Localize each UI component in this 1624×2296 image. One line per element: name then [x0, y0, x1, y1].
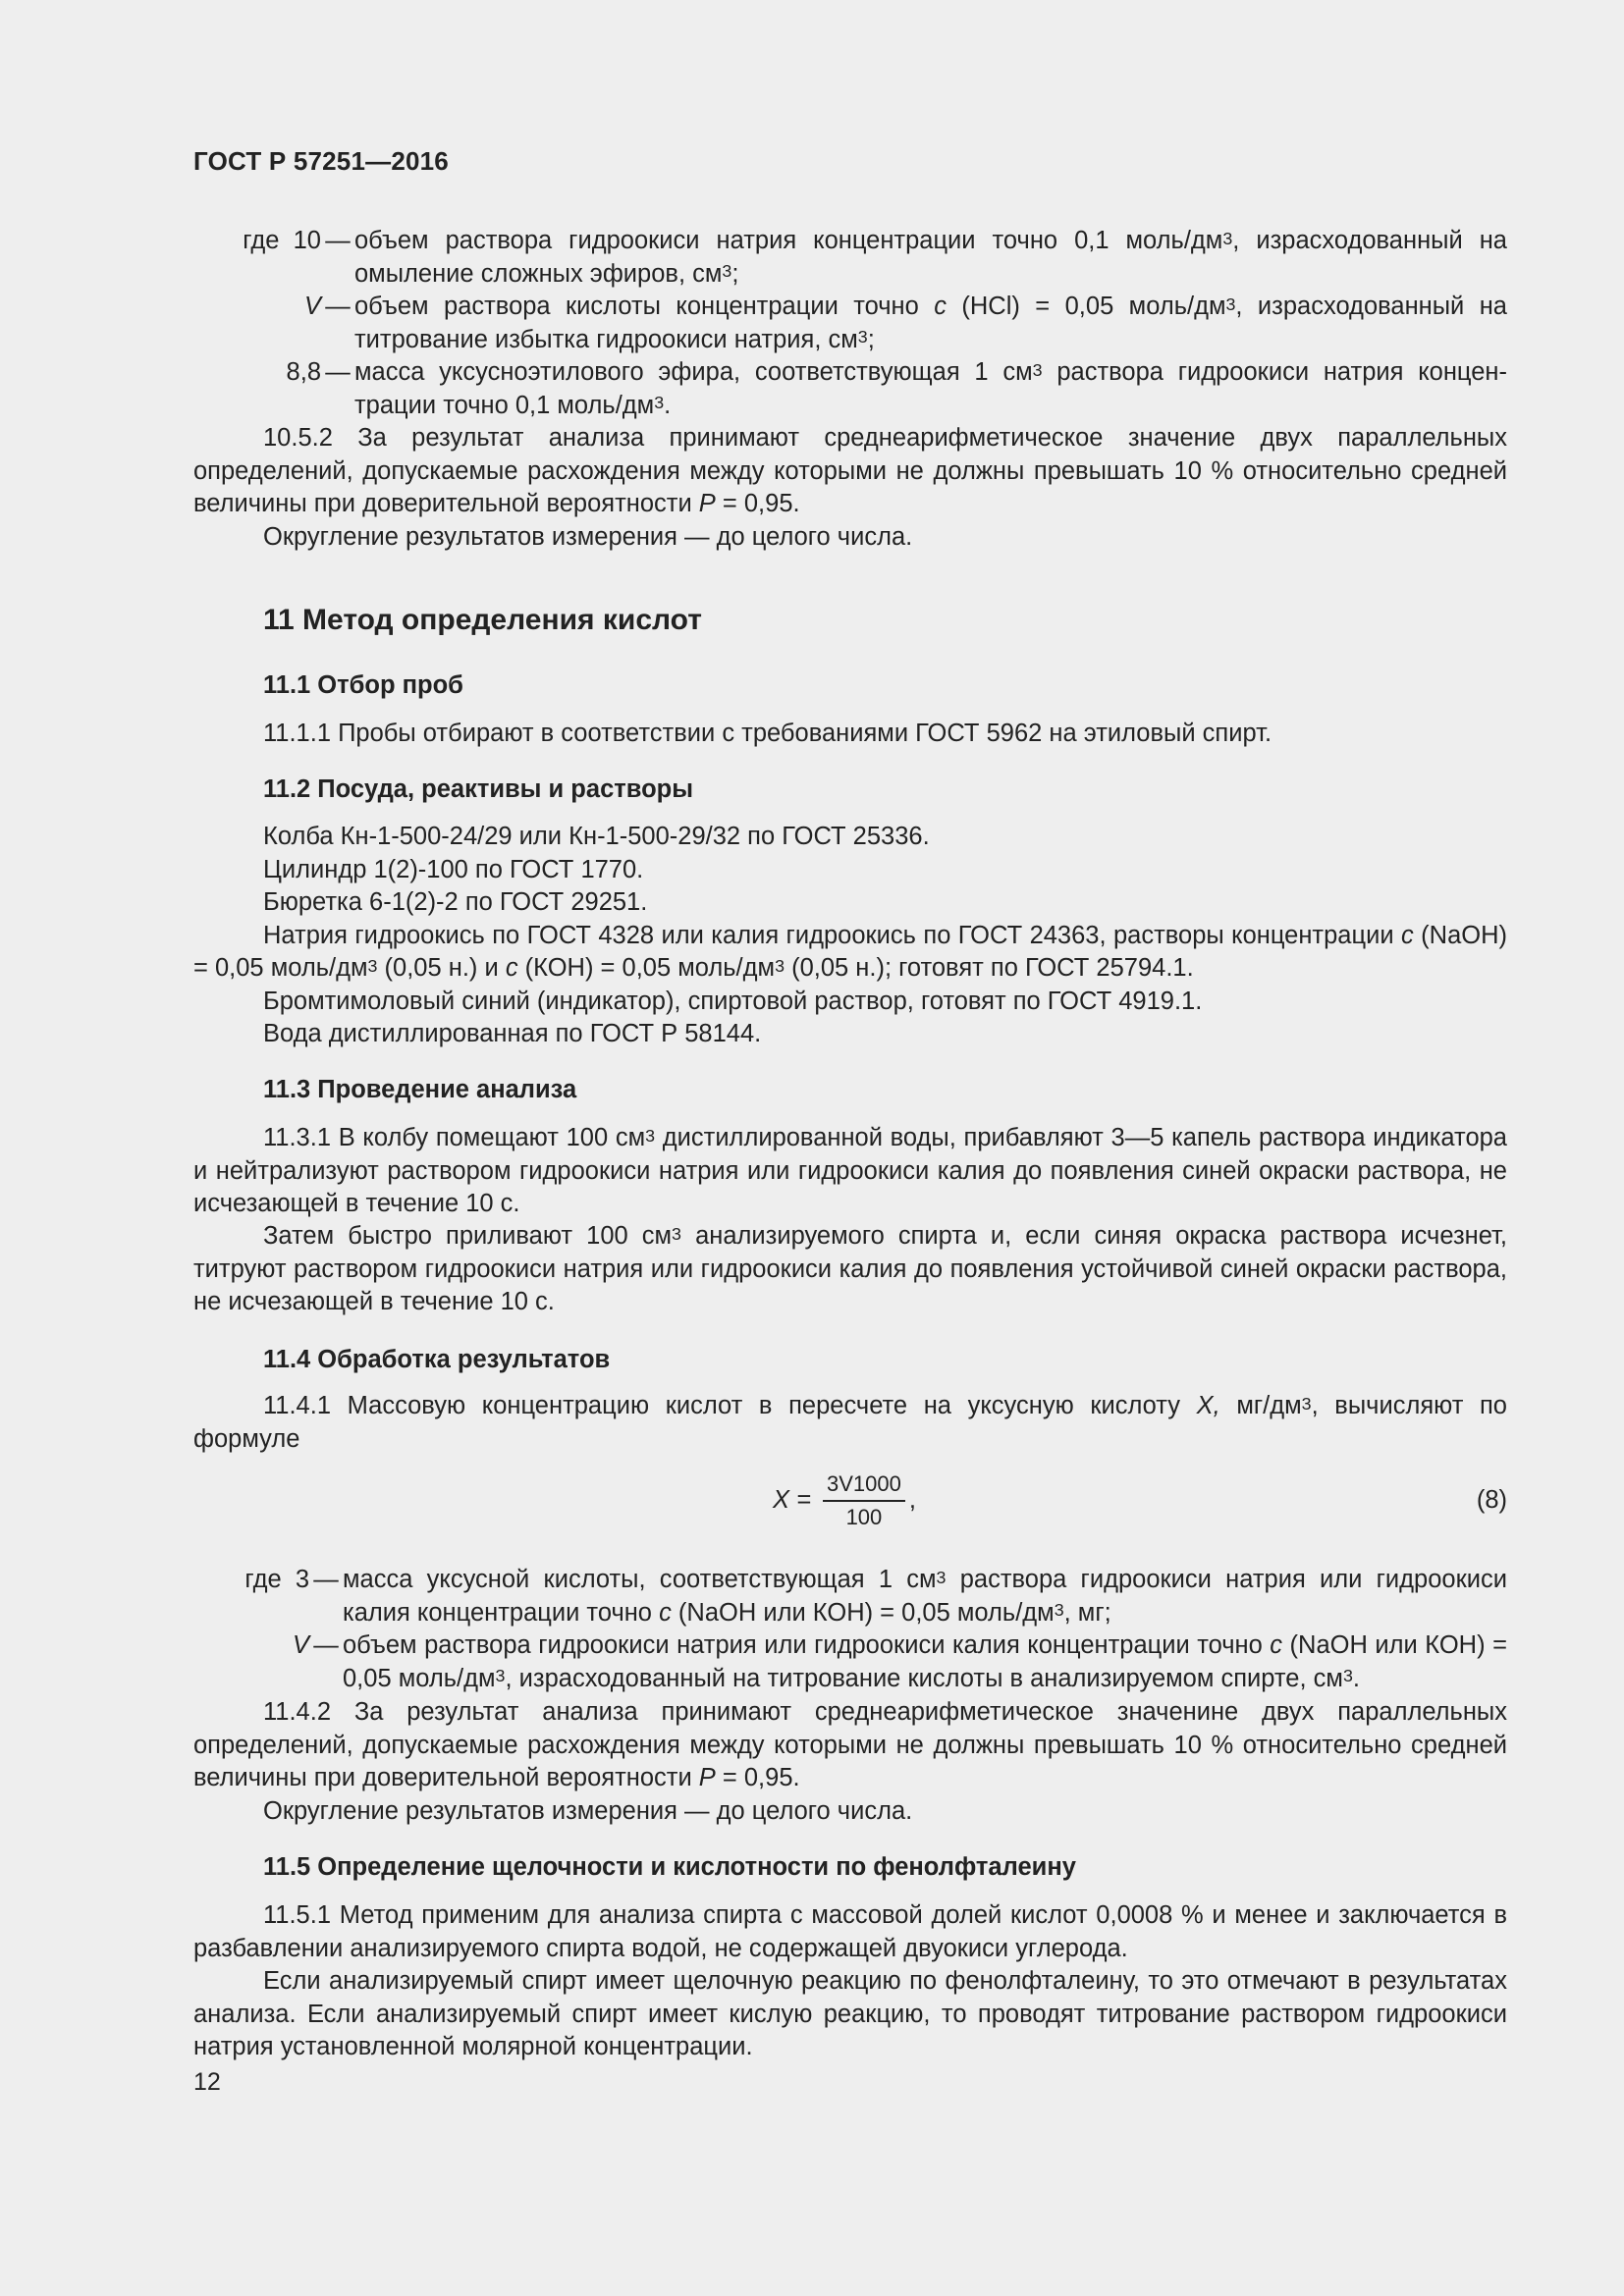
formula-fraction: [823, 1470, 905, 1531]
where-definition: масса уксусноэтилового эфира, соответствующая 1 $см^3$ раствора гидроокиси натрия концентрации точно 0,1 моль/$дм^3$.: [354, 358, 1507, 419]
list-item: Вода дистиллированная по ГОСТ Р 58144.: [263, 1020, 762, 1047]
where-symbol: 3: [295, 1566, 309, 1593]
page-number: 12: [193, 2068, 221, 2096]
where-symbol: V: [303, 293, 321, 320]
paragraph-11-4-1: 11.4.1 Массовую концентрацию кислот в пересчете на уксусную кислоту X, $мг/дм^3$, вычисляют по формуле: [193, 1392, 1507, 1453]
where-block-1: [193, 225, 1507, 422]
where-definition: объем раствора гидроокиси натрия или гидроокиси калия концентрации точно c (NaOH или КОН) = 0,05 моль/$дм^3$, израсходованный на титрование кислоты в анализируемом спирте, $см^3$.: [343, 1631, 1507, 1692]
where-item: V — объем раствора кислоты концентрации точно c (HCl) = 0,05 моль/$дм^3$, израсходованный на титрование избытка гидроокиси натрия, $см^3$;: [193, 291, 1507, 356]
where-definition: масса уксусной кислоты, соответствующая 1 $см^3$ раствора гидроокиси натрия или гидроокиси калия концентрации точно c (NaOH или КОН) = 0,05 моль/$дм^3$, мг;: [343, 1566, 1507, 1627]
formula-numerator: 3V1000: [823, 1470, 905, 1502]
section-11-title: 11 Метод определения кислот: [263, 604, 702, 636]
paragraph-11-3-1-cont: Затем быстро приливают 100 $см^3$ анализируемого спирта и, если синяя окраска раствора исчезнет, титруют раствором гидроокиси натрия или гидроокиси калия до появления устойчивой синей окраски раствора, не исчезающей в течение 10 с.: [193, 1222, 1507, 1315]
list-item: Колба Кн-1-500-24/29 или Кн-1-500-29/32 по ГОСТ 25336.: [263, 823, 930, 850]
paragraph-11-4-2: 11.4.2 За результат анализа принимают среднеарифметическое значенине двух параллельных определений, допускаемые расхождения между которыми не должны превышать 10 % относительно средней величины при доверительной вероятности P = 0,95.: [193, 1698, 1507, 1791]
paragraph-11-1-1: 11.1.1 Пробы отбирают в соответствии с требованиями ГОСТ 5962 на этиловый спирт.: [263, 720, 1272, 747]
subsection-11-3-title: 11.3 Проведение анализа: [263, 1076, 577, 1103]
list-item: Цилиндр 1(2)-100 по ГОСТ 1770.: [263, 855, 644, 883]
subsection-11-4-title: 11.4 Обработка результатов: [263, 1346, 611, 1373]
list-item: Бромтимоловый синий (индикатор), спиртовой раствор, готовят по ГОСТ 4919.1.: [263, 987, 1203, 1015]
equipment-list: [193, 821, 1507, 1051]
where-item: V — объем раствора гидроокиси натрия или гидроокиси калия концентрации точно c (NaOH или КОН) = 0,05 моль/$дм^3$, израсходованный на титрование кислоты в анализируемом спирте, $см^3$.: [193, 1629, 1507, 1695]
subsection-11-2-title: 11.2 Посуда, реактивы и растворы: [263, 775, 694, 803]
where-item: где 10 — объем раствора гидроокиси натрия концентрации точно 0,1 моль/$дм^3$, израсходованный на омыление сложных эфиров, $см^3$;: [193, 225, 1507, 291]
formula-denominator: 100: [845, 1505, 883, 1529]
where-item: где 3 — масса уксусной кислоты, соответствующая 1 $см^3$ раствора гидроокиси натрия или гидроокиси калия концентрации точно c (NaOH или КОН) = 0,05 моль/$дм^3$, мг;: [193, 1564, 1507, 1629]
rounding-note-1: Округление результатов измерения — до целого числа.: [263, 523, 913, 551]
paragraph-11-3-1: 11.3.1 В колбу помещают 100 $см^3$ дистиллированной воды, прибавляют 3—5 капель раствора индикатора и нейтрализуют раствором гидроокиси натрия или гидроокиси калия до появления синей окраски раствора, не исчезающей в течение 10 с.: [193, 1124, 1507, 1217]
where-symbol: V: [292, 1631, 309, 1659]
equation-number: (8): [1476, 1486, 1507, 1514]
paragraph-10-5-2: 10.5.2 За результат анализа принимают среднеарифметическое значение двух параллельных определений, допускаемые расхождения между которыми не должны превышать 10 % относительно средней величины при доверительной вероятности P = 0,95.: [193, 424, 1507, 517]
document-header: ГОСТ Р 57251—2016: [193, 146, 449, 176]
where-symbol: 8,8: [286, 358, 321, 386]
rounding-note-2: Округление результатов измерения — до целого числа.: [263, 1797, 913, 1825]
where-item: 8,8 — масса уксусноэтилового эфира, соответствующая 1 $см^3$ раствора гидроокиси натрия концентрации точно 0,1 моль/$дм^3$.: [193, 356, 1507, 422]
where-lead: где: [244, 1566, 282, 1593]
where-definition: объем раствора кислоты концентрации точно c (HCl) = 0,05 моль/$дм^3$, израсходованный на титрование избытка гидроокиси натрия, $см^3$;: [354, 293, 1507, 353]
formula-lhs: X =: [773, 1486, 811, 1515]
where-definition: объем раствора гидроокиси натрия концентрации точно 0,1 моль/$дм^3$, израсходованный на омыление сложных эфиров, $см^3$;: [354, 227, 1507, 288]
where-symbol: 10: [293, 227, 321, 254]
paragraph-11-5-1-cont: Если анализируемый спирт имеет щелочную реакцию по фенолфталеину, то это отмечают в результатах анализа. Если анализируемый спирт имеет кислую реакцию, то проводят титрование раствором гидроокиси натрия установленной молярной концентрации.: [193, 1967, 1507, 2060]
paragraph-11-5-1: 11.5.1 Метод применим для анализа спирта с массовой долей кислот 0,0008 % и менее и заключается в разбавлении анализируемого спирта водой, не содержащей двуокиси углерода.: [193, 1901, 1507, 1962]
where-lead: где: [243, 227, 280, 254]
where-block-2: [193, 1564, 1507, 1695]
subsection-11-5-title: 11.5 Определение щелочности и кислотности по фенолфталеину: [263, 1853, 1076, 1881]
formula-8: X = $\frac{3V1000}{100}$ , (8): [773, 1471, 1507, 1529]
subsection-11-1-title: 11.1 Отбор проб: [263, 671, 463, 699]
list-item: Бюретка 6-1(2)-2 по ГОСТ 29251.: [263, 888, 648, 916]
list-item: Натрия гидроокись по ГОСТ 4328 или калия гидроокись по ГОСТ 24363, растворы концентрации c (NaOH) = 0,05 моль/$дм^3$ (0,05 н.) и c (КОН) = 0,05 моль/$дм^3$ (0,05 н.); готовят по ГОСТ 25794.1.: [193, 921, 1507, 982]
